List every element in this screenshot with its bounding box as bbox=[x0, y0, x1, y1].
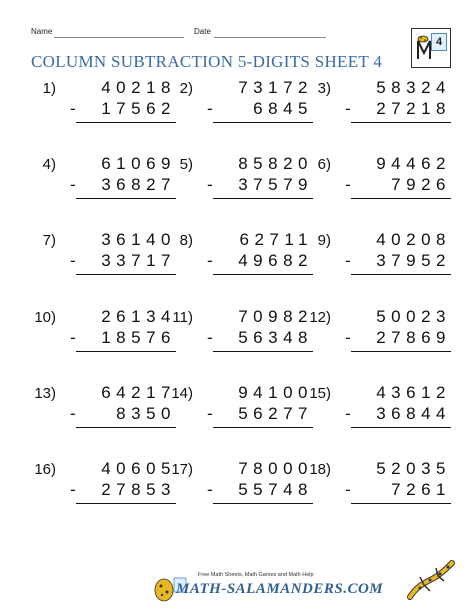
minuend: 40605 bbox=[101, 459, 176, 478]
answer-line bbox=[76, 198, 176, 199]
problem-11 bbox=[163, 309, 313, 369]
problem-9 bbox=[301, 232, 451, 292]
subtrahend: 56348 bbox=[238, 328, 313, 347]
problem-15 bbox=[301, 385, 451, 445]
problem-12 bbox=[301, 309, 451, 369]
answer-line bbox=[76, 427, 176, 428]
problem-number: 1) bbox=[42, 80, 56, 97]
answer-line bbox=[213, 503, 313, 504]
problem-7 bbox=[26, 232, 176, 292]
problem-6 bbox=[301, 156, 451, 216]
subtrahend: 55748 bbox=[238, 480, 313, 499]
problem-10 bbox=[26, 309, 176, 369]
answer-line bbox=[351, 122, 451, 123]
name-line bbox=[54, 37, 184, 38]
problem-16 bbox=[26, 461, 176, 521]
minuend: 85820 bbox=[238, 154, 313, 173]
answer-line bbox=[213, 274, 313, 275]
problem-2 bbox=[163, 80, 313, 140]
minus-sign: - bbox=[345, 251, 351, 270]
problem-18 bbox=[301, 461, 451, 521]
answer-line bbox=[351, 198, 451, 199]
subtrahend: 17562 bbox=[101, 99, 176, 118]
problem-number: 6) bbox=[317, 156, 331, 173]
problem-number: 13) bbox=[34, 385, 56, 402]
problem-8 bbox=[163, 232, 313, 292]
minuend: 26134 bbox=[101, 307, 176, 326]
problem-17 bbox=[163, 461, 313, 521]
minus-sign: - bbox=[345, 175, 351, 194]
problem-3 bbox=[301, 80, 451, 140]
minus-sign: - bbox=[70, 480, 76, 499]
minuend: 50023 bbox=[376, 307, 451, 326]
date-line bbox=[214, 37, 326, 38]
problem-number: 14) bbox=[171, 385, 193, 402]
salamander-illustration-icon bbox=[402, 557, 460, 603]
answer-line bbox=[351, 503, 451, 504]
problem-number: 11) bbox=[172, 309, 193, 326]
problem-number: 5) bbox=[179, 156, 193, 173]
answer-line bbox=[213, 427, 313, 428]
minus-sign: - bbox=[345, 328, 351, 347]
subtrahend: 33717 bbox=[101, 251, 176, 270]
page-title: COLUMN SUBTRACTION 5-DIGITS SHEET 4 bbox=[31, 52, 383, 71]
footer-tagline: Free Math Sheets, Math Games and Math Help bbox=[198, 572, 314, 578]
minus-sign: - bbox=[70, 251, 76, 270]
minuend: 64217 bbox=[101, 383, 176, 402]
problem-number: 2) bbox=[179, 80, 193, 97]
minuend: 78000 bbox=[238, 459, 313, 478]
subtrahend: 27853 bbox=[101, 480, 176, 499]
name-label: Name bbox=[31, 27, 53, 36]
subtrahend: 36827 bbox=[101, 175, 176, 194]
subtrahend: 56277 bbox=[238, 404, 313, 423]
answer-line bbox=[76, 503, 176, 504]
answer-line bbox=[351, 427, 451, 428]
subtrahend: 7926 bbox=[391, 175, 451, 194]
answer-line bbox=[213, 351, 313, 352]
problem-5 bbox=[163, 156, 313, 216]
date-label: Date bbox=[194, 27, 211, 36]
problem-number: 12) bbox=[309, 309, 331, 326]
subtrahend: 6845 bbox=[253, 99, 313, 118]
answer-line bbox=[76, 351, 176, 352]
minuend: 61069 bbox=[101, 154, 176, 173]
sheet-logo bbox=[411, 28, 451, 68]
problem-number: 10) bbox=[34, 309, 56, 326]
problem-number: 8) bbox=[179, 232, 193, 249]
minuend: 94462 bbox=[376, 154, 451, 173]
problem-number: 3) bbox=[317, 80, 331, 97]
answer-line bbox=[351, 274, 451, 275]
minus-sign: - bbox=[207, 251, 213, 270]
sheet-number-badge: 4 bbox=[431, 33, 447, 51]
minuend: 62711 bbox=[239, 230, 313, 249]
subtrahend: 27869 bbox=[376, 328, 451, 347]
problem-number: 17) bbox=[171, 461, 193, 478]
minuend: 73172 bbox=[238, 78, 313, 97]
subtrahend: 49682 bbox=[238, 251, 313, 270]
minus-sign: - bbox=[345, 404, 351, 423]
answer-line bbox=[213, 198, 313, 199]
problem-14 bbox=[163, 385, 313, 445]
minus-sign: - bbox=[70, 175, 76, 194]
minuend: 43612 bbox=[376, 383, 451, 402]
subtrahend: 37579 bbox=[238, 175, 313, 194]
subtrahend: 7261 bbox=[391, 480, 451, 499]
minus-sign: - bbox=[70, 328, 76, 347]
problem-number: 15) bbox=[309, 385, 331, 402]
minus-sign: - bbox=[345, 99, 351, 118]
minus-sign: - bbox=[207, 404, 213, 423]
answer-line bbox=[76, 274, 176, 275]
subtrahend: 37952 bbox=[376, 251, 451, 270]
subtrahend: 27218 bbox=[376, 99, 451, 118]
minuend: 36140 bbox=[101, 230, 176, 249]
answer-line bbox=[213, 122, 313, 123]
subtrahend: 8350 bbox=[116, 404, 176, 423]
problem-13 bbox=[26, 385, 176, 445]
problem-number: 7) bbox=[42, 232, 56, 249]
problem-number: 4) bbox=[42, 156, 56, 173]
subtrahend: 36844 bbox=[376, 404, 451, 423]
minuend: 40218 bbox=[101, 78, 176, 97]
minus-sign: - bbox=[70, 99, 76, 118]
answer-line bbox=[76, 122, 176, 123]
minuend: 40208 bbox=[376, 230, 451, 249]
minus-sign: - bbox=[345, 480, 351, 499]
minus-sign: - bbox=[207, 480, 213, 499]
minus-sign: - bbox=[207, 328, 213, 347]
answer-line bbox=[351, 351, 451, 352]
subtrahend: 18576 bbox=[101, 328, 176, 347]
footer-site-name: MATH-SALAMANDERS.COM bbox=[176, 581, 384, 597]
minuend: 70982 bbox=[238, 307, 313, 326]
minuend: 58324 bbox=[376, 78, 451, 97]
minus-sign: - bbox=[70, 404, 76, 423]
problem-number: 9) bbox=[317, 232, 331, 249]
problem-4 bbox=[26, 156, 176, 216]
minuend: 52035 bbox=[376, 459, 451, 478]
problem-number: 18) bbox=[309, 461, 331, 478]
minuend: 94100 bbox=[238, 383, 313, 402]
problem-number: 16) bbox=[34, 461, 56, 478]
minus-sign: - bbox=[207, 175, 213, 194]
minus-sign: - bbox=[207, 99, 213, 118]
problem-1 bbox=[26, 80, 176, 140]
